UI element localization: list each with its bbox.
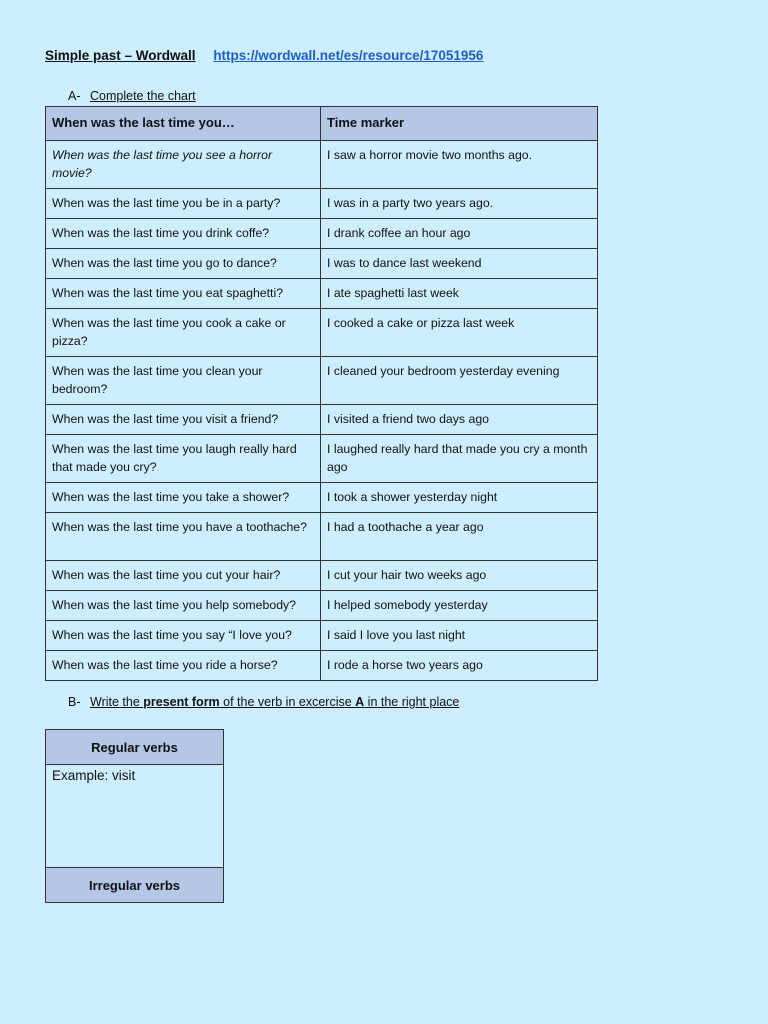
irregular-verbs-header: Irregular verbs: [46, 868, 224, 903]
question-cell: When was the last time you say “I love you?: [46, 621, 321, 651]
question-cell: When was the last time you go to dance?: [46, 249, 321, 279]
question-cell: When was the last time you help somebody?: [46, 591, 321, 621]
table-row: [46, 435, 598, 483]
table-row: [46, 141, 598, 189]
answer-cell: I helped somebody yesterday: [321, 591, 598, 621]
regular-verbs-header: Regular verbs: [46, 730, 224, 765]
table-row: [46, 621, 598, 651]
answer-cell: I said I love you last night: [321, 621, 598, 651]
answer-cell: I cooked a cake or pizza last week: [321, 309, 598, 357]
answer-cell: I rode a horse two years ago: [321, 651, 598, 681]
instr-part: in the right place: [364, 695, 460, 709]
answer-cell: I laughed really hard that made you cry a month ago: [321, 435, 598, 483]
chart-table: [45, 106, 598, 681]
section-b-label: [68, 695, 459, 709]
table-row: [46, 309, 598, 357]
regular-verbs-answer-area[interactable]: Example: visit: [46, 765, 224, 868]
answer-cell: I had a toothache a year ago: [321, 513, 598, 561]
column-header-time-marker: Time marker: [321, 107, 598, 141]
table-row: [46, 279, 598, 309]
question-cell: When was the last time you have a toothache?: [46, 513, 321, 561]
page-heading: [45, 48, 483, 63]
answer-cell: I cleaned your bedroom yesterday evening: [321, 357, 598, 405]
table-row: [46, 513, 598, 561]
chart-header-row: [46, 107, 598, 141]
question-cell: When was the last time you drink coffe?: [46, 219, 321, 249]
answer-cell: I ate spaghetti last week: [321, 279, 598, 309]
answer-cell: I saw a horror movie two months ago.: [321, 141, 598, 189]
section-a-letter: A-: [68, 89, 81, 103]
answer-cell: I drank coffee an hour ago: [321, 219, 598, 249]
question-cell: When was the last time you laugh really hard that made you cry?: [46, 435, 321, 483]
table-row: [46, 651, 598, 681]
question-cell: When was the last time you clean your bedroom?: [46, 357, 321, 405]
instr-part: of the verb in excercise: [219, 695, 356, 709]
section-b-letter: B-: [68, 695, 81, 709]
answer-cell: I was in a party two years ago.: [321, 189, 598, 219]
section-a-instruction: Complete the chart: [90, 89, 196, 103]
table-row: [46, 357, 598, 405]
resource-link[interactable]: https://wordwall.net/es/resource/17051956: [213, 48, 484, 63]
answer-cell: I was to dance last weekend: [321, 249, 598, 279]
table-row: [46, 405, 598, 435]
table-row: [46, 189, 598, 219]
question-cell: When was the last time you cut your hair?: [46, 561, 321, 591]
question-cell: When was the last time you visit a friend?: [46, 405, 321, 435]
question-cell: When was the last time you be in a party?: [46, 189, 321, 219]
page-title: Simple past – Wordwall: [45, 48, 196, 63]
question-cell: When was the last time you cook a cake or pizza?: [46, 309, 321, 357]
answer-cell: I took a shower yesterday night: [321, 483, 598, 513]
table-row: [46, 219, 598, 249]
question-cell: When was the last time you see a horror movie?: [46, 141, 321, 189]
section-b-instruction: [90, 695, 459, 709]
verbs-table: [45, 729, 224, 903]
answer-cell: I visited a friend two days ago: [321, 405, 598, 435]
table-row: [46, 591, 598, 621]
instr-emphasis: A: [355, 695, 365, 709]
table-row: [46, 483, 598, 513]
question-cell: When was the last time you eat spaghetti?: [46, 279, 321, 309]
column-header-question: When was the last time you…: [46, 107, 321, 141]
instr-emphasis: present form: [143, 695, 220, 709]
instr-part: Write the: [90, 695, 144, 709]
section-a-label: [68, 89, 196, 103]
question-cell: When was the last time you ride a horse?: [46, 651, 321, 681]
table-row: [46, 561, 598, 591]
table-row: [46, 249, 598, 279]
answer-cell: I cut your hair two weeks ago: [321, 561, 598, 591]
question-cell: When was the last time you take a shower?: [46, 483, 321, 513]
